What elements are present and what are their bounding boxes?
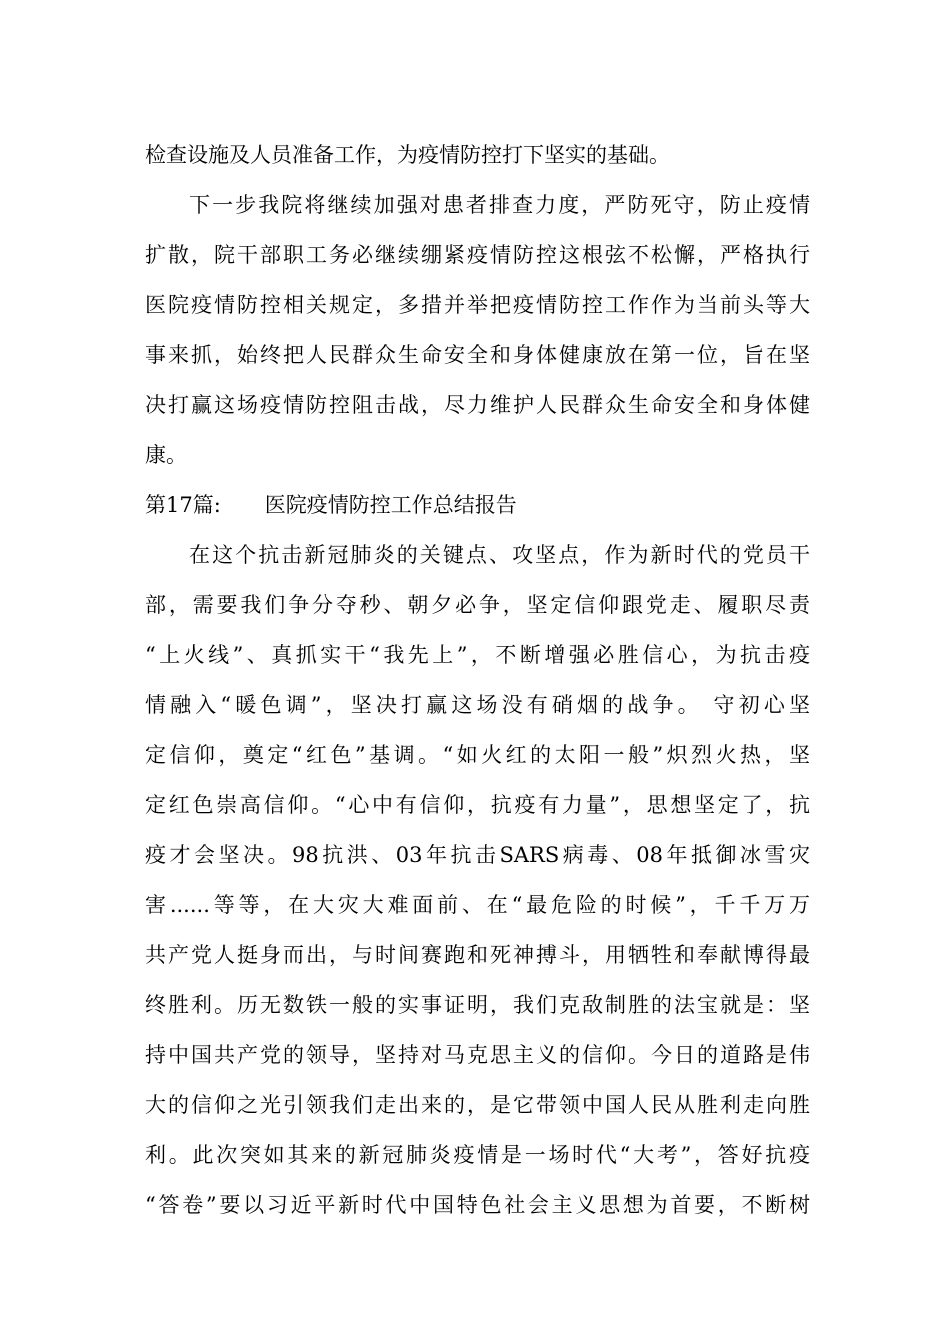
text-line: 持中国共产党的领导，坚持对马克思主义的信仰。今日的道路是伟 [145,1043,810,1067]
text-line: 医院疫情防控相关规定，多措并举把疫情防控工作作为当前头等大 [145,293,810,317]
text-line: 在这个抗击新冠肺炎的关键点、攻坚点，作为新时代的党员干 [189,543,810,567]
text-line: 检查设施及人员准备工作，为疫情防控打下坚实的基础。 [145,143,670,167]
text-line: 下一步我院将继续加强对患者排查力度，严防死守，防止疫情 [189,193,810,217]
text-line: 利。此次突如其来的新冠肺炎疫情是一场时代“大考”，答好抗疫 [145,1143,810,1167]
text-line: 大的信仰之光引领我们走出来的，是它带领中国人民从胜利走向胜 [145,1093,810,1117]
paragraph-end [145,130,810,180]
text-line: 共产党人挺身而出，与时间赛跑和死神搏斗，用牺牲和奉献博得最 [145,943,810,967]
text-line: 定红色崇高信仰。“心中有信仰，抗疫有力量”，思想坚定了，抗 [145,793,810,817]
text-line: 疫才会坚决。98抗洪、03年抗击SARS病毒、08年抵御冰雪灾 [145,843,810,867]
paragraph-next-step [145,180,810,480]
text-line: 情融入“暖色调”，坚决打赢这场没有硝烟的战争。 守初心坚 [145,693,810,717]
text-line: 部，需要我们争分夺秒、朝夕必争，坚定信仰跟党走、履职尽责 [145,593,810,617]
section-title: 医院疫情防控工作总结报告 [264,493,517,517]
text-line: 终胜利。历无数铁一般的实事证明，我们克敌制胜的法宝就是：坚 [145,993,810,1017]
text-line: 事来抓，始终把人民群众生命安全和身体健康放在第一位，旨在坚 [145,343,810,367]
text-line: 害......等等，在大灾大难面前、在“最危险的时候”，千千万万 [145,893,810,917]
text-line: 决打赢这场疫情防控阻击战，尽力维护人民群众生命安全和身体健 [145,393,810,417]
section-number: 第17篇: [145,493,221,517]
paragraph-main [145,530,810,1230]
section-heading [145,480,810,530]
text-line: “上火线”、真抓实干“我先上”，不断增强必胜信心，为抗击疫 [145,643,810,667]
text-line: 定信仰，奠定“红色”基调。“如火红的太阳一般”炽烈火热，坚 [145,743,810,767]
text-line: 康。 [145,443,187,467]
document-body [145,130,810,1230]
text-line: “答卷”要以习近平新时代中国特色社会主义思想为首要，不断树 [145,1193,810,1217]
text-line: 扩散，院干部职工务必继续绷紧疫情防控这根弦不松懈，严格执行 [145,243,810,267]
